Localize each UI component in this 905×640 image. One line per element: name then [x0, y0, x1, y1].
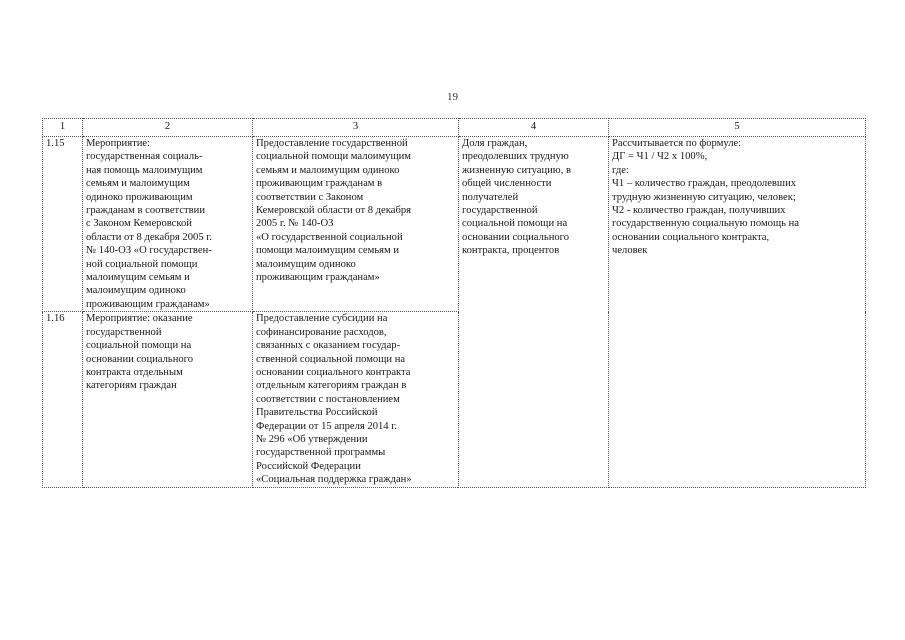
column-header-4: 4	[459, 119, 609, 137]
description-cell	[253, 312, 459, 487]
event-text: Мероприятие: оказание государственной социальной помощи на основании социального контракта отдельным категориям граждан	[86, 313, 194, 392]
row-number	[43, 137, 83, 312]
table-row	[43, 137, 866, 312]
page-number: 19	[447, 91, 458, 103]
description-cell	[253, 137, 459, 312]
event-text: Мероприятие: государственная социаль- ная помощь малоимущим семьям и малоимущим одиноко проживающим гражданам в соответствии с Законом Кемеровской области от 8 декабря 2005 г. № 140-ОЗ «О государствен- ной социальной помощи малоимущим семьям и малоимущим одиноко проживающим гражданам»	[86, 138, 213, 310]
program-table	[42, 118, 866, 488]
description-text: Предоставление субсидии на софинансирование расходов, связанных с оказанием государ- ственной социальной помощи на основании социального контракта отдельным категориям граждан в соответствии с постановлением Правительства Российской Федерации от 15 апреля 2014 г. № 296 «Об утверждении государственной программы Российской Федерации «Социальная поддержка граждан»	[256, 313, 412, 486]
table-header-row	[43, 119, 866, 137]
formula-cell	[609, 137, 866, 488]
event-cell	[83, 137, 253, 312]
column-header-2: 2	[83, 119, 253, 137]
row-number-text: 1.15	[46, 138, 65, 149]
row-number-text: 1.16	[46, 313, 65, 325]
indicator-text: Доля граждан, преодолевших трудную жизненную ситуацию, в общей численности получателей государственной социальной помощи на основании социального контракта, процентов	[462, 138, 572, 257]
formula-text: Рассчитывается по формуле: ДГ = Ч1 / Ч2 х 100%, где: Ч1 – количество граждан, преодолевших трудную жизненную ситуацию, человек; Ч2 - количество граждан, получивших государственную социальную помощь на основании социального контракта, человек	[612, 138, 799, 257]
row-number	[43, 312, 83, 487]
indicator-cell	[459, 137, 609, 488]
column-header-3: 3	[253, 119, 459, 137]
event-cell	[83, 312, 253, 487]
column-header-1: 1	[43, 119, 83, 137]
description-text: Предоставление государственной социальной помощи малоимущим семьям и малоимущим одиноко проживающим гражданам в соответствии с Законом Кемеровской области от 8 декабря 2005 г. № 140-ОЗ «О государственной социальной помощи малоимущим семьям и малоимущим одиноко проживающим гражданам»	[256, 138, 412, 284]
column-header-5: 5	[609, 119, 866, 137]
